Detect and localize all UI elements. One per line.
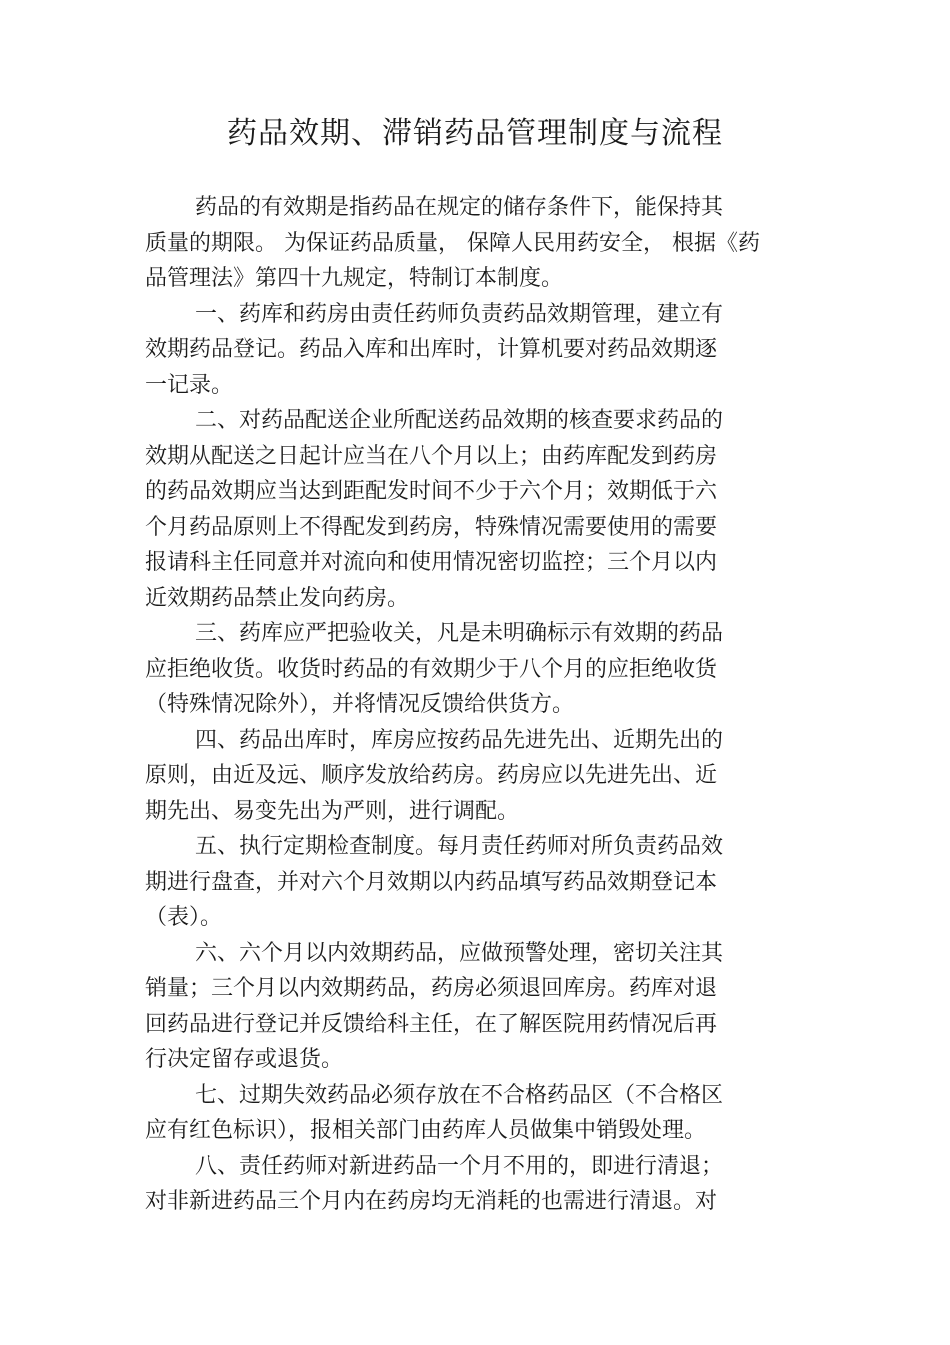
paragraph-line: 销量；三个月以内效期药品，药房必须退回库房。药库对退 [145,976,718,1001]
paragraph-line: 一记录。 [145,372,234,398]
paragraph [145,829,805,936]
paragraph [145,403,805,616]
document-body [145,190,805,1220]
paragraph-line: 七、过期失效药品必须存放在不合格药品区（不合格区 [195,1082,724,1108]
paragraph [145,297,805,404]
document-title: 药品效期、滞销药品管理制度与流程 [227,116,723,151]
paragraph [145,936,805,1078]
paragraph-line: 报请科主任同意并对流向和使用情况密切监控；三个月以内 [145,550,718,575]
paragraph-line: 期先出、易变先出为严则，进行调配。 [145,798,520,824]
paragraph-line: 八、责任药师对新进药品一个月不用的，即进行清退； [195,1153,724,1179]
paragraph [145,190,805,297]
paragraph-line: 五、执行定期检查制度。每月责任药师对所负责药品效 [195,834,724,859]
paragraph-line: 一、药库和药房由责任药师负责药品效期管理，建立有 [195,301,724,327]
paragraph-line: 四、药品出库时，库房应按药品先进先出、近期先出的 [195,727,724,753]
paragraph-line: 行决定留存或退货。 [145,1047,344,1072]
paragraph-line: 三、药库应严把验收关，凡是未明确标示有效期的药品 [195,621,724,646]
paragraph-line: 六、六个月以内效期药品，应做预警处理，密切关注其 [195,940,724,966]
paragraph-line: 原则，由近及远、顺序发放给药房。药房应以先进先出、近 [145,763,718,788]
paragraph-line: （特殊情况除外），并将情况反馈给供货方。 [145,692,575,717]
paragraph [145,1149,805,1220]
paragraph-line: 效期药品登记。药品入库和出库时，计算机要对药品效期逐 [145,337,718,362]
paragraph-line: 应拒绝收货。收货时药品的有效期少于八个月的应拒绝收货 [145,656,718,682]
paragraph-line: 二、对药品配送企业所配送药品效期的核查要求药品的 [195,408,724,433]
paragraph [145,1078,805,1149]
paragraph-line: 应有红色标识），报相关部门由药库人员做集中销毁处理。 [145,1118,707,1143]
paragraph-line: 近效期药品禁止发向药房。 [145,585,410,611]
paragraph-line: 个月药品原则上不得配发到药房，特殊情况需要使用的需要 [145,514,718,540]
paragraph [145,723,805,830]
paragraph-line: 效期从配送之日起计应当在八个月以上；由药库配发到药房 [145,443,718,469]
paragraph-line: 的药品效期应当达到距配发时间不少于六个月；效期低于六 [145,479,718,504]
paragraph-line: 品管理法》第四十九规定，特制订本制度。 [145,266,564,291]
paragraph-line: 质量的期限。 为保证药品质量， 保障人民用药安全， 根据《药 [145,230,760,256]
paragraph-line: 药品的有效期是指药品在规定的储存条件下，能保持其 [195,195,724,220]
paragraph-line: 期进行盘查，并对六个月效期以内药品填写药品效期登记本 [145,869,718,895]
paragraph-line: （表）。 [145,905,223,930]
paragraph [145,616,805,723]
paragraph-line: 回药品进行登记并反馈给科主任，在了解医院用药情况后再 [145,1011,718,1037]
paragraph-line: 对非新进药品三个月内在药房均无消耗的也需进行清退。对 [145,1189,718,1214]
